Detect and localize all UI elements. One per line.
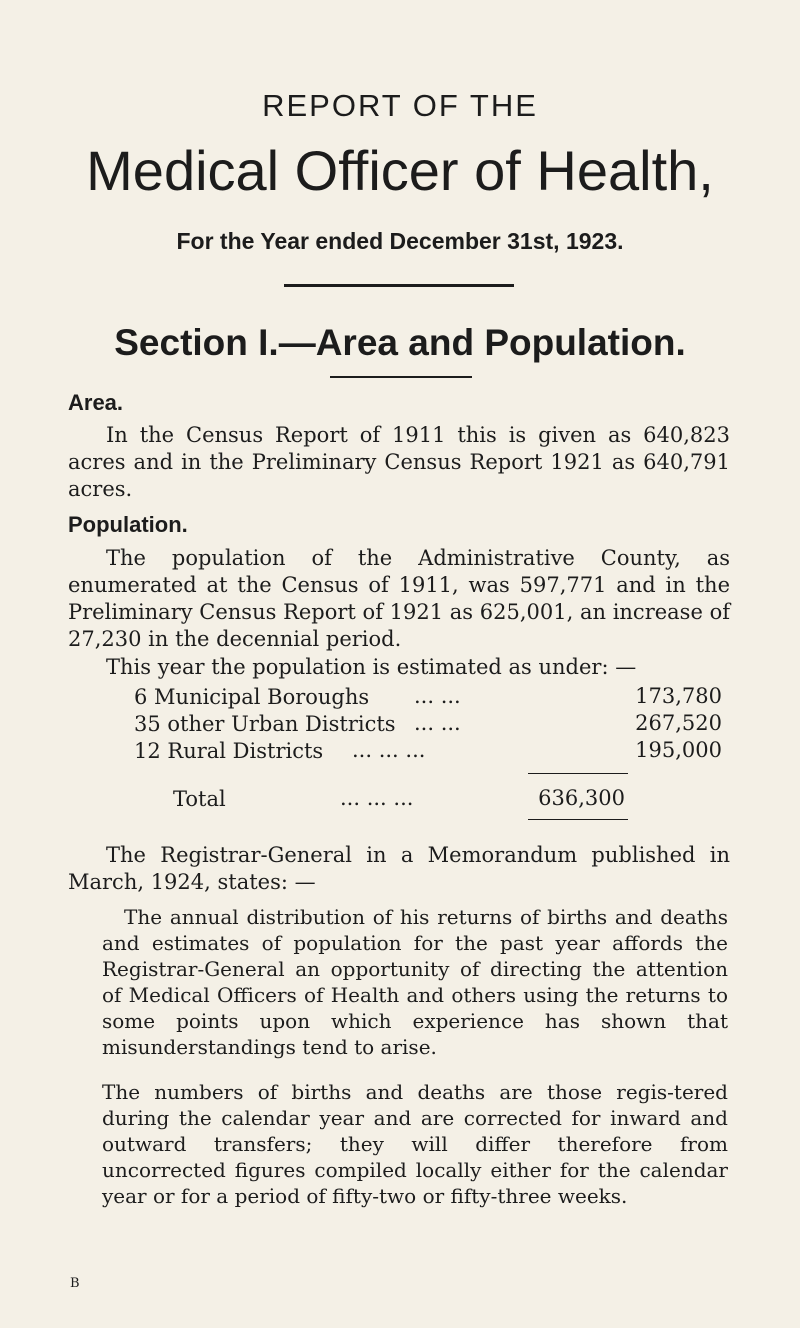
row-label: 35 other Urban Districts: [134, 712, 396, 736]
population-paragraph: The population of the Administrative County, as enumerated at the Census of 1911, was 597,771 and in the Preliminary Census Report of 1921 as 625,001, an increase of 27,230 in the decennial period.: [68, 546, 730, 651]
document-title: Medical Officer of Health,: [86, 139, 714, 202]
area-paragraph: In the Census Report of 1911 this is given as 640,823 acres and in the Preliminary Census Report 1921 as 640,791 acres.: [68, 423, 730, 501]
row-leader: ... ...: [414, 684, 461, 708]
total-value: 636,300: [538, 786, 625, 810]
row-label: 12 Rural Districts: [134, 739, 324, 763]
total-top-rule: [528, 773, 628, 774]
registrar-quote-1: The annual distribution of his returns of births and deaths and estimates of population for the past year affords the Registrar-General an opportunity of directing the attention of Medical Officers of Health and others using the returns to some points upon which experience has shown that misunderstandings tend to arise.: [102, 905, 728, 1059]
row-leader: ... ...: [414, 711, 461, 735]
section-divider: [330, 376, 472, 378]
population-heading: Population.: [68, 512, 188, 537]
signature-mark: B: [70, 1276, 80, 1291]
estimate-intro: This year the population is estimated as under: —: [106, 655, 637, 679]
report-of-heading: REPORT OF THE: [262, 88, 538, 123]
section-heading: Section I.—Area and Population.: [114, 322, 686, 363]
title-divider: [284, 284, 514, 287]
registrar-intro: The Registrar-General in a Memorandum published in March, 1924, states: —: [68, 843, 730, 894]
total-leader: ... ... ...: [340, 786, 414, 810]
row-value: 195,000: [635, 738, 722, 762]
registrar-quote-2: The numbers of births and deaths are those regis-tered during the calendar year and are corrected for inward and outward transfers; they will differ therefore from uncorrected figures compiled locally either for the calendar year or for a period of fifty-two or fifty-three weeks.: [102, 1080, 728, 1208]
row-value: 267,520: [635, 711, 722, 735]
total-label: Total: [173, 787, 226, 811]
row-leader: ... ... ...: [352, 738, 426, 762]
document-subtitle: For the Year ended December 31st, 1923.: [176, 228, 624, 254]
area-heading: Area.: [68, 390, 124, 415]
total-bottom-rule: [528, 819, 628, 820]
row-label: 6 Municipal Boroughs: [134, 685, 370, 709]
row-value: 173,780: [635, 684, 722, 708]
